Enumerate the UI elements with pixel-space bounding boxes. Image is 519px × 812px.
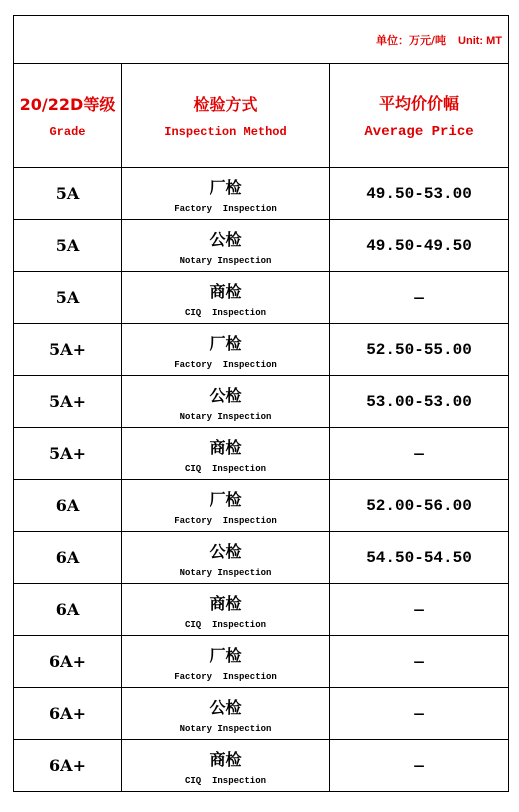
price-value: — bbox=[414, 704, 424, 723]
table-row bbox=[14, 480, 509, 532]
price-cell bbox=[330, 480, 509, 532]
method-cn: 商检 bbox=[209, 438, 242, 457]
method-en: CIQ Inspection bbox=[184, 308, 266, 318]
unit-cn-label: 单位：万元/吨 bbox=[376, 33, 447, 47]
header-grade-en: Grade bbox=[49, 125, 86, 139]
unit-row bbox=[14, 16, 509, 64]
price-cell bbox=[330, 428, 509, 480]
grade-cell bbox=[14, 740, 122, 792]
grade-value: 6A bbox=[55, 547, 80, 567]
method-cell bbox=[122, 428, 330, 480]
grade-cell bbox=[14, 168, 122, 220]
grade-value: 5A+ bbox=[49, 339, 86, 359]
method-en: CIQ Inspection bbox=[184, 464, 266, 474]
method-cn: 厂检 bbox=[209, 178, 242, 197]
table-row bbox=[14, 168, 509, 220]
grade-value: 5A bbox=[55, 287, 80, 307]
price-cell bbox=[330, 168, 509, 220]
method-cell bbox=[122, 324, 330, 376]
method-cell bbox=[122, 532, 330, 584]
method-cn: 公检 bbox=[209, 542, 242, 561]
header-grade bbox=[14, 64, 122, 168]
price-cell bbox=[330, 220, 509, 272]
price-value: 54.50-54.50 bbox=[366, 548, 472, 567]
method-en: Notary Inspection bbox=[179, 568, 272, 578]
header-price bbox=[330, 64, 509, 168]
grade-cell bbox=[14, 480, 122, 532]
grade-cell bbox=[14, 428, 122, 480]
price-cell bbox=[330, 324, 509, 376]
price-cell bbox=[330, 272, 509, 324]
price-cell bbox=[330, 688, 509, 740]
method-cell bbox=[122, 168, 330, 220]
method-en: Notary Inspection bbox=[179, 724, 272, 734]
method-cell bbox=[122, 636, 330, 688]
price-cell bbox=[330, 532, 509, 584]
method-cell bbox=[122, 740, 330, 792]
table-row bbox=[14, 688, 509, 740]
method-en: CIQ Inspection bbox=[184, 620, 266, 630]
price-value: — bbox=[414, 756, 424, 775]
unit-cell bbox=[14, 16, 509, 64]
price-value: 53.00-53.00 bbox=[366, 392, 472, 411]
header-method-en: Inspection Method bbox=[164, 125, 287, 139]
grade-cell bbox=[14, 272, 122, 324]
price-cell bbox=[330, 740, 509, 792]
unit-en-label: Unit: MT bbox=[458, 34, 503, 47]
table-row bbox=[14, 636, 509, 688]
method-en: Factory Inspection bbox=[174, 360, 277, 370]
grade-cell bbox=[14, 636, 122, 688]
method-en: Factory Inspection bbox=[174, 516, 277, 526]
price-value: — bbox=[414, 444, 424, 463]
method-cell bbox=[122, 584, 330, 636]
price-value: 49.50-53.00 bbox=[366, 184, 472, 203]
grade-value: 5A+ bbox=[49, 443, 86, 463]
price-cell bbox=[330, 636, 509, 688]
grade-cell bbox=[14, 220, 122, 272]
method-cn: 商检 bbox=[209, 750, 242, 769]
header-row bbox=[14, 64, 509, 168]
grade-value: 5A bbox=[55, 235, 80, 255]
header-grade-cn: 20/22D等级 bbox=[19, 95, 116, 114]
method-en: Factory Inspection bbox=[174, 204, 277, 214]
method-cell bbox=[122, 480, 330, 532]
table-row bbox=[14, 324, 509, 376]
table-row bbox=[14, 428, 509, 480]
header-method-cn: 检验方式 bbox=[193, 95, 258, 114]
table-row bbox=[14, 740, 509, 792]
method-cn: 厂检 bbox=[209, 646, 242, 665]
method-cn: 公检 bbox=[209, 230, 242, 249]
grade-cell bbox=[14, 688, 122, 740]
table-row bbox=[14, 376, 509, 428]
table-row bbox=[14, 220, 509, 272]
price-value: 49.50-49.50 bbox=[366, 236, 472, 255]
grade-value: 6A+ bbox=[49, 703, 86, 723]
method-cell bbox=[122, 688, 330, 740]
grade-value: 6A bbox=[55, 599, 80, 619]
price-value: — bbox=[414, 652, 424, 671]
table-row bbox=[14, 532, 509, 584]
method-cn: 公检 bbox=[209, 698, 242, 717]
table-row bbox=[14, 584, 509, 636]
price-cell bbox=[330, 376, 509, 428]
price-table bbox=[13, 15, 509, 792]
grade-value: 6A+ bbox=[49, 651, 86, 671]
method-cell bbox=[122, 220, 330, 272]
method-cn: 商检 bbox=[209, 594, 242, 613]
grade-value: 5A bbox=[55, 183, 80, 203]
method-cn: 公检 bbox=[209, 386, 242, 405]
method-cell bbox=[122, 272, 330, 324]
grade-value: 5A+ bbox=[49, 391, 86, 411]
method-cell bbox=[122, 376, 330, 428]
method-en: Notary Inspection bbox=[179, 256, 272, 266]
price-value: 52.50-55.00 bbox=[366, 340, 472, 359]
grade-cell bbox=[14, 324, 122, 376]
header-price-cn: 平均价价幅 bbox=[379, 94, 460, 113]
price-value: 52.00-56.00 bbox=[366, 496, 472, 515]
method-en: Notary Inspection bbox=[179, 412, 272, 422]
header-method bbox=[122, 64, 330, 168]
method-cn: 商检 bbox=[209, 282, 242, 301]
price-value: — bbox=[414, 288, 424, 307]
method-en: Factory Inspection bbox=[174, 672, 277, 682]
method-en: CIQ Inspection bbox=[184, 776, 266, 786]
grade-cell bbox=[14, 584, 122, 636]
price-value: — bbox=[414, 600, 424, 619]
grade-cell bbox=[14, 376, 122, 428]
method-cn: 厂检 bbox=[209, 334, 242, 353]
price-cell bbox=[330, 584, 509, 636]
method-cn: 厂检 bbox=[209, 490, 242, 509]
grade-value: 6A+ bbox=[49, 755, 86, 775]
grade-cell bbox=[14, 532, 122, 584]
table-row bbox=[14, 272, 509, 324]
grade-value: 6A bbox=[55, 495, 80, 515]
header-price-en: Average Price bbox=[364, 124, 474, 140]
